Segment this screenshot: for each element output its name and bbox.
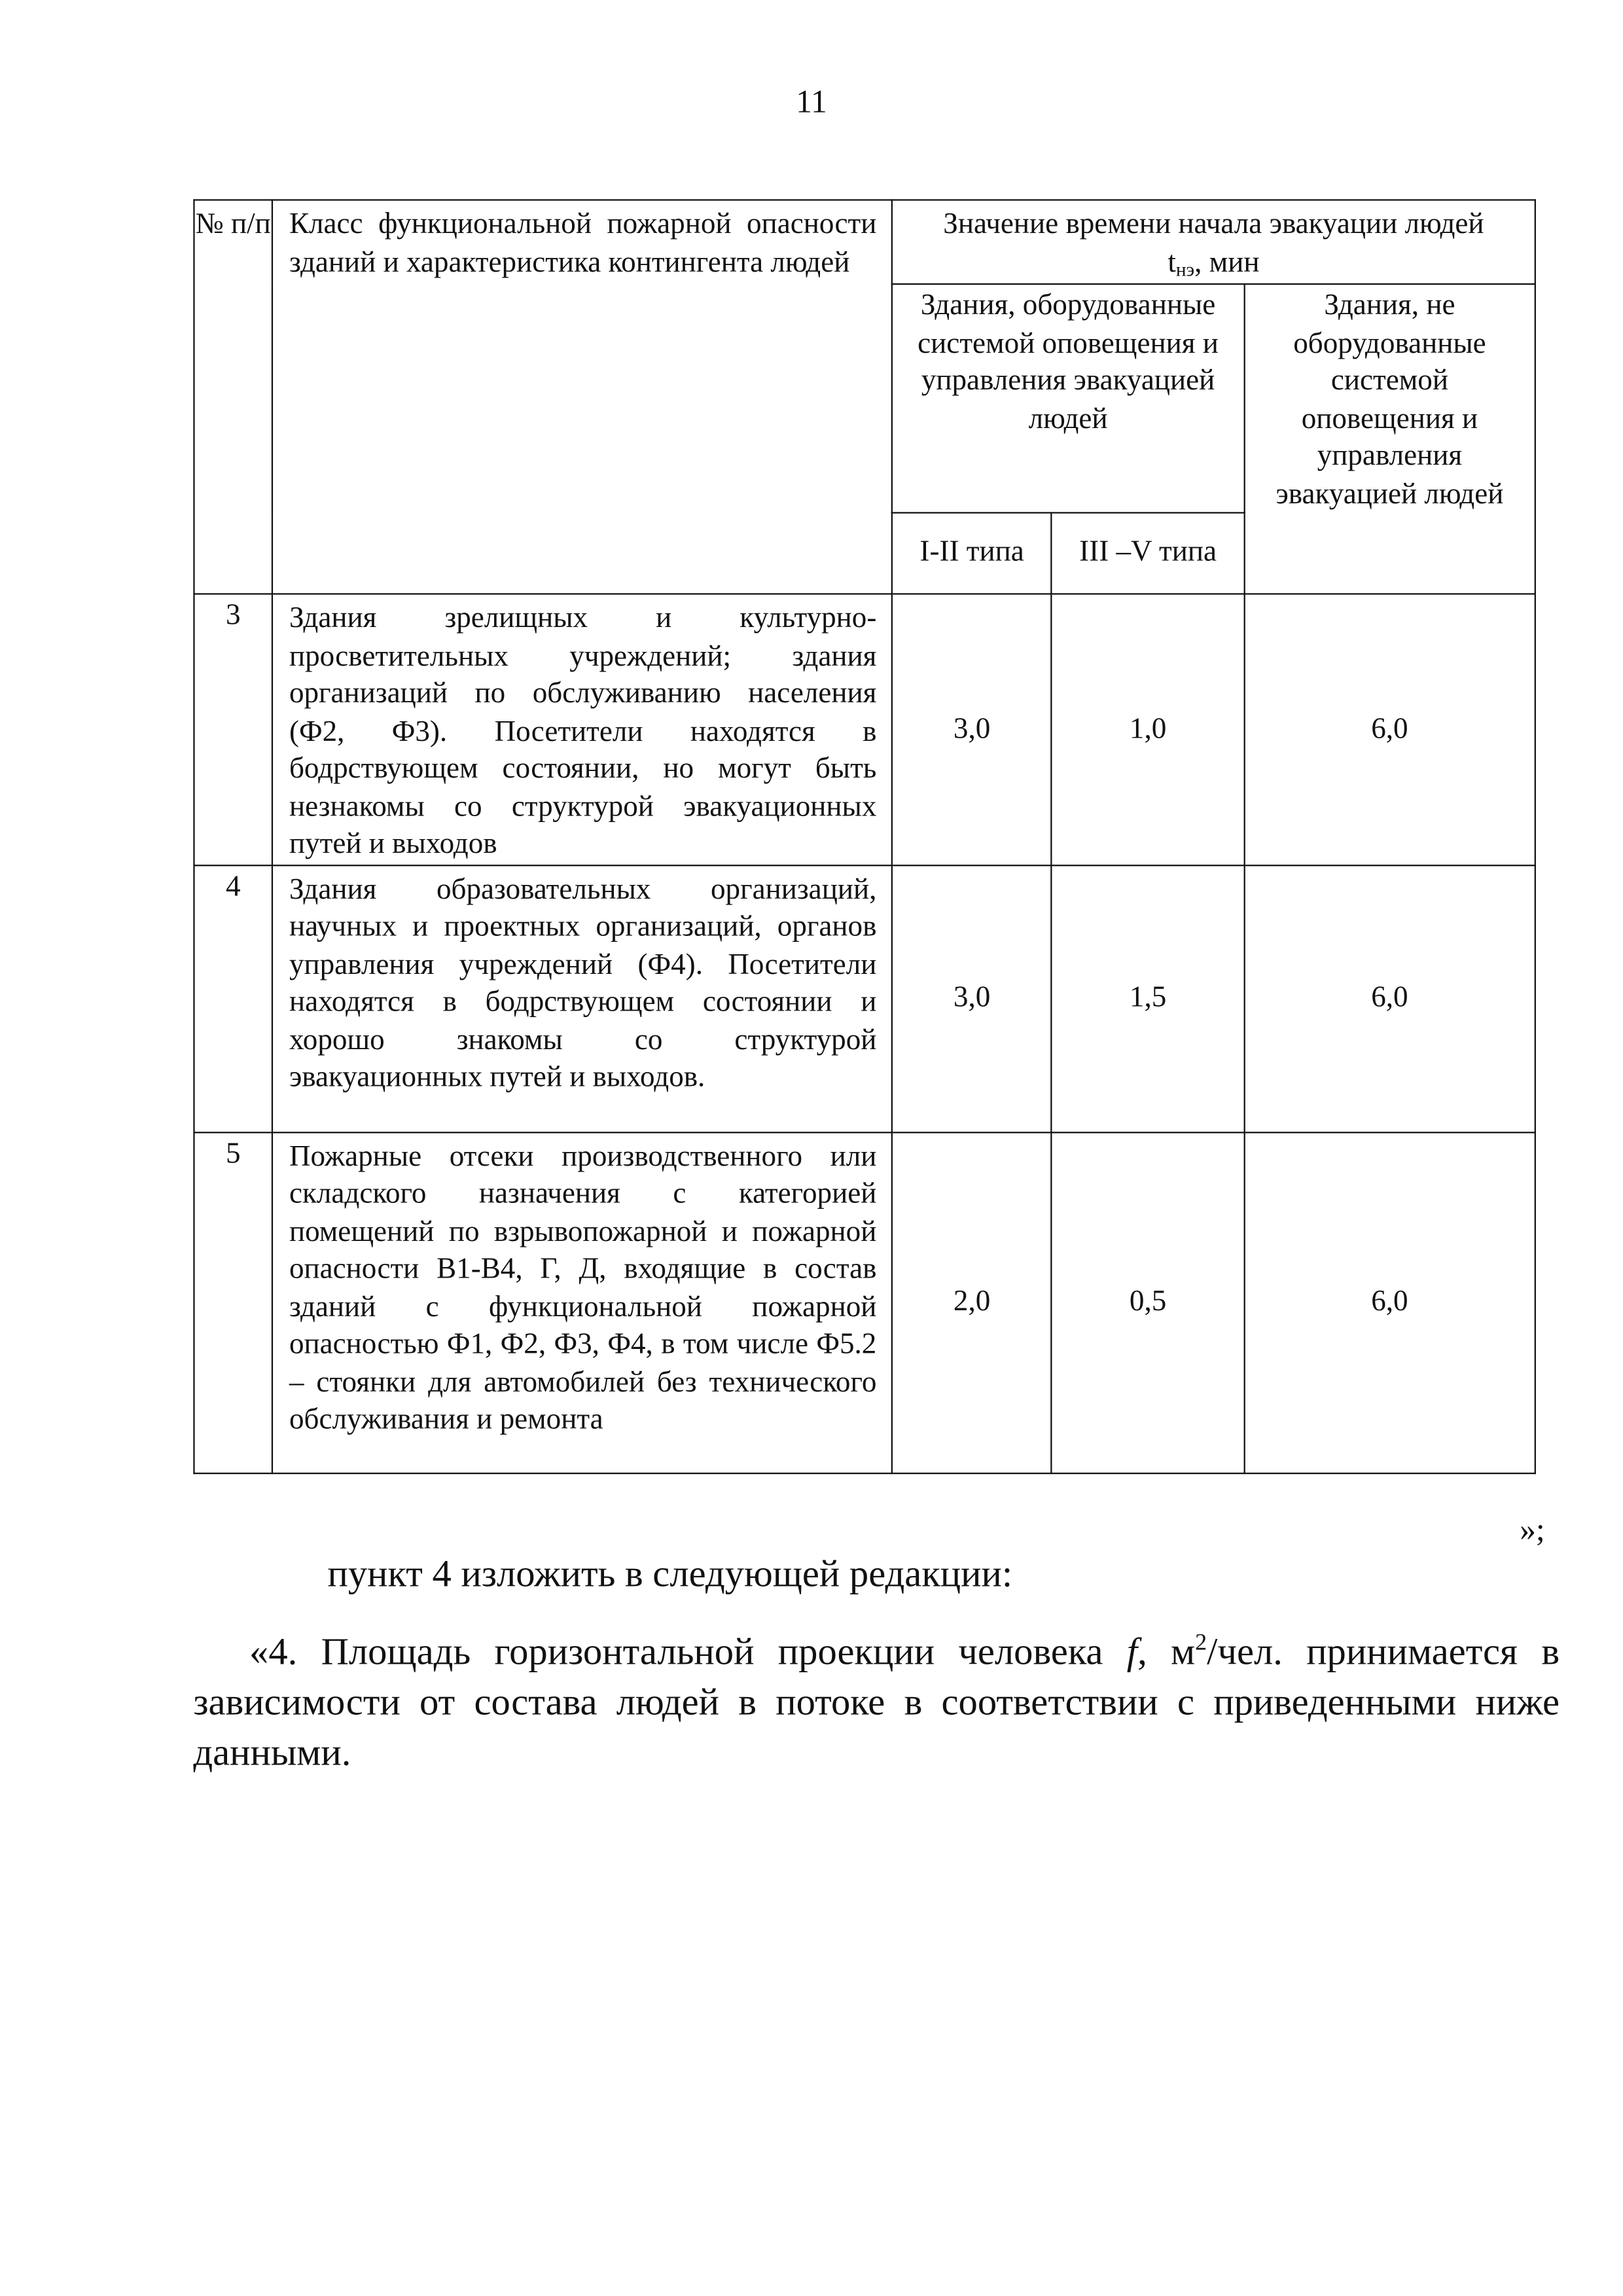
row-description: Здания образовательных организаций, научных и проектных организаций, органов управления учреждений (Ф4). Посетители находятся в бодрствующем состоянии и хорошо знакомы со структурой эвакуационных путей и выходов. (272, 865, 892, 1132)
header-class: Класс функциональной пожарной опасности зданий и характеристика контингента людей (272, 200, 892, 594)
row-number: 5 (194, 1132, 272, 1473)
paragraph-line-1-end: /чел. принимается в (1207, 1630, 1560, 1673)
row-value-type-3-5: 1,0 (1052, 594, 1244, 865)
header-type-3-5: III –V типа (1052, 512, 1244, 594)
header-type-1-2: I-II типа (892, 512, 1052, 594)
row-description: Здания зрелищных и культурно-просветительных учреждений; здания организаций по обслуживанию населения (Ф2, Ф3). Посетители находятся в бодрствующем состоянии, но могут быть незнакомы со структурой эвакуационных путей и выходов (272, 594, 892, 865)
paragraph-item-4 (193, 1619, 1560, 1778)
header-time-subscript: нэ (1175, 257, 1195, 280)
row-value-type-1-2: 2,0 (892, 1132, 1052, 1473)
row-value-not-equipped: 6,0 (1244, 865, 1535, 1132)
symbol-f: f (1126, 1630, 1138, 1673)
row-value-not-equipped: 6,0 (1244, 1132, 1535, 1473)
paragraph-unit: , м (1137, 1630, 1196, 1673)
row-value-type-3-5: 1,5 (1052, 865, 1244, 1132)
table-row (194, 865, 1535, 1132)
row-number: 4 (194, 865, 272, 1132)
header-time-group (892, 200, 1535, 284)
header-not-equipped: Здания, не оборудованные системой оповещения и управления эвакуацией людей (1244, 284, 1535, 594)
table-header-row-1 (194, 200, 1535, 284)
paragraph-line-3: данными. (193, 1730, 351, 1774)
table-row (194, 594, 1535, 865)
paragraph-line-1-start: «4. Площадь горизонтальной проекции человека (249, 1630, 1127, 1673)
row-number: 3 (194, 594, 272, 865)
header-num: № п/п (194, 200, 272, 594)
header-time-unit: , мин (1194, 245, 1260, 278)
row-description: Пожарные отсеки производственного или складского назначения с категорией помещений по взрывопожарной и пожарной опасности В1-В4, Г, Д, входящие в состав зданий с функциональной пожарной опасностью Ф1, Ф2, Ф3, Ф4, в том числе Ф5.2 – стоянки для автомобилей без технического обслуживания и ремонта (272, 1132, 892, 1473)
table-row (194, 1132, 1535, 1473)
closing-quote: »; (1520, 1511, 1545, 1548)
row-value-not-equipped: 6,0 (1244, 594, 1535, 865)
unit-superscript: 2 (1195, 1630, 1207, 1656)
page-number: 11 (796, 82, 827, 120)
paragraph-line-1 (193, 1619, 1560, 1677)
header-equipped: Здания, оборудованные системой оповещения и управления эвакуацией людей (892, 284, 1244, 512)
row-value-type-1-2: 3,0 (892, 865, 1052, 1132)
evacuation-time-table (193, 199, 1536, 1473)
header-time-group-main: Значение времени начала эвакуации людей (943, 207, 1484, 241)
row-value-type-3-5: 0,5 (1052, 1132, 1244, 1473)
paragraph-instruction: пункт 4 изложить в следующей редакции: (327, 1552, 1013, 1596)
row-value-type-1-2: 3,0 (892, 594, 1052, 865)
paragraph-line-2: зависимости от состава людей в потоке в соответствии с приведенными ниже (193, 1680, 1560, 1723)
header-time-symbol: t (1168, 245, 1176, 278)
